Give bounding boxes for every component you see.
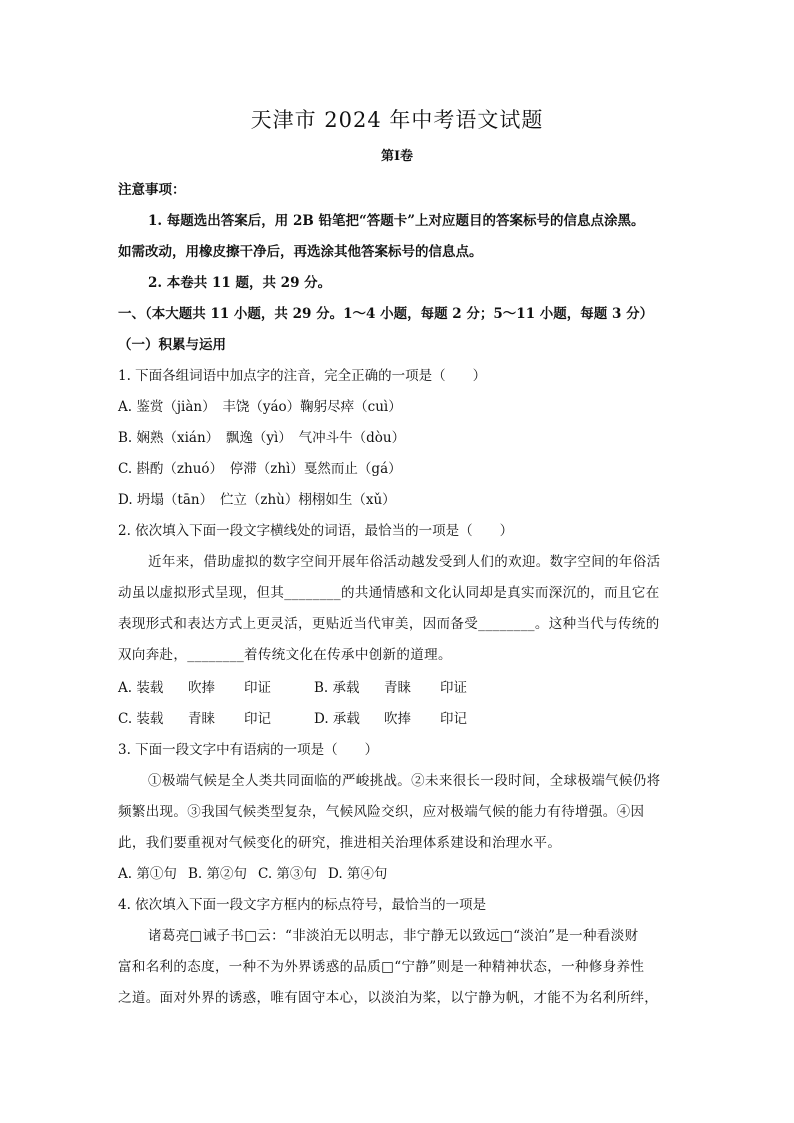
q2-opt-b-2: 青睐: [384, 680, 411, 696]
q3-opt-c: C. 第③句: [258, 866, 317, 882]
q1-option-d: D. 坍塌（tān） 伫立（zhù）栩栩如生（xǔ）: [118, 492, 396, 508]
page-title: 天津市 2024 年中考语文试题: [250, 108, 544, 132]
q1-option-a: A. 鉴赏（jiàn） 丰饶（yáo）鞠躬尽瘁（cuì）: [118, 399, 402, 415]
q1-option-c: C. 斟酌（zhuó） 停滞（zhì）戛然而止（gá）: [118, 461, 402, 477]
q2-para-line-4: 双向奔赴，________着传统文化在传承中创新的道理。: [118, 647, 452, 663]
q2-para-line-2: 动虽以虚拟形式呈现，但其________的共通情感和文化认同却是真实而深沉的，而且它在: [118, 585, 660, 601]
subsection-heading: （一）积累与运用: [118, 337, 226, 353]
q3-opt-d: D. 第④句: [328, 866, 388, 882]
q3-para-line-1: ①极端气候是全人类共同面临的严峻挑战。②未来很长一段时间，全球极端气候仍将: [148, 773, 661, 789]
q2-stem: 2. 依次填入下面一段文字横线处的词语，最恰当的一项是（ ）: [118, 523, 514, 539]
q2-opt-c-1: C. 装载: [118, 711, 164, 727]
notes-label: 注意事项：: [118, 182, 186, 198]
q2-opt-a-3: 印证: [244, 680, 271, 696]
q1-stem: 1. 下面各组词语中加点字的注音，完全正确的一项是（ ）: [118, 368, 487, 384]
q4-stem: 4. 依次填入下面一段文字方框内的标点符号，最恰当的一项是: [118, 897, 487, 913]
section-heading: 一、（本大题共 11 小题，共 29 分。1～4 小题，每题 2 分；5～11 小题，每题 3 分）: [118, 306, 654, 322]
q2-para-line-3: 表现形式和表达方式上更灵活，更贴近当代审美，因而备受________。这种当代与传统的: [118, 616, 660, 632]
q3-para-line-3: 此，我们要重视对气候变化的研究，推进相关治理体系建设和治理水平。: [118, 835, 562, 851]
q2-opt-a-1: A. 装载: [118, 680, 164, 696]
q2-opt-b-3: 印证: [440, 680, 467, 696]
q2-opt-b-1: B. 承载: [314, 680, 360, 696]
q4-para-line-2: 富和名利的态度，一种不为外界诱惑的品质□“宁静”则是一种精神状态，一种修身养性: [118, 959, 645, 975]
q2-opt-c-2: 青睐: [188, 711, 215, 727]
q2-opt-c-3: 印记: [244, 711, 271, 727]
q4-para-line-3: 之道。面对外界的诱惑，唯有固守本心，以淡泊为桨，以宁静为帆，才能不为名利所绊，: [118, 990, 659, 1006]
q2-opt-d-2: 吹捧: [384, 711, 411, 727]
note-1-line-1: 1. 每题选出答案后，用 2B 铅笔把“答题卡”上对应题目的答案标号的信息点涂黑。: [148, 213, 645, 229]
q2-options-row-1: [118, 676, 496, 696]
page-subtitle: 第Ⅰ卷: [380, 149, 414, 164]
q3-opt-b: B. 第②句: [188, 866, 248, 882]
q2-opt-a-2: 吹捧: [188, 680, 215, 696]
q3-opt-a: A. 第①句: [118, 866, 177, 882]
q2-opt-d-3: 印记: [440, 711, 467, 727]
q3-options-row: [118, 862, 398, 882]
q4-para-line-1: 诸葛亮□诫子书□云：“非淡泊无以明志，非宁静无以致远□“淡泊”是一种看淡财: [148, 928, 639, 944]
q2-para-line-1: 近年来，借助虚拟的数字空间开展年俗活动越发受到人们的欢迎。数字空间的年俗活: [148, 554, 661, 570]
q1-option-b: B. 娴熟（xián） 飘逸（yì） 气冲斗牛（dòu）: [118, 430, 406, 446]
note-2: 2. 本卷共 11 题，共 29 分。: [148, 275, 332, 291]
q3-stem: 3. 下面一段文字中有语病的一项是（ ）: [118, 742, 379, 758]
note-1-line-2: 如需改动，用橡皮擦干净后，再选涂其他答案标号的信息点。: [118, 244, 483, 260]
q3-para-line-2: 频繁出现。③我国气候类型复杂，气候风险交织，应对极端气候的能力有待增强。④因: [118, 804, 645, 820]
q2-opt-d-1: D. 承载: [314, 711, 360, 727]
q2-options-row-2: [118, 707, 496, 727]
